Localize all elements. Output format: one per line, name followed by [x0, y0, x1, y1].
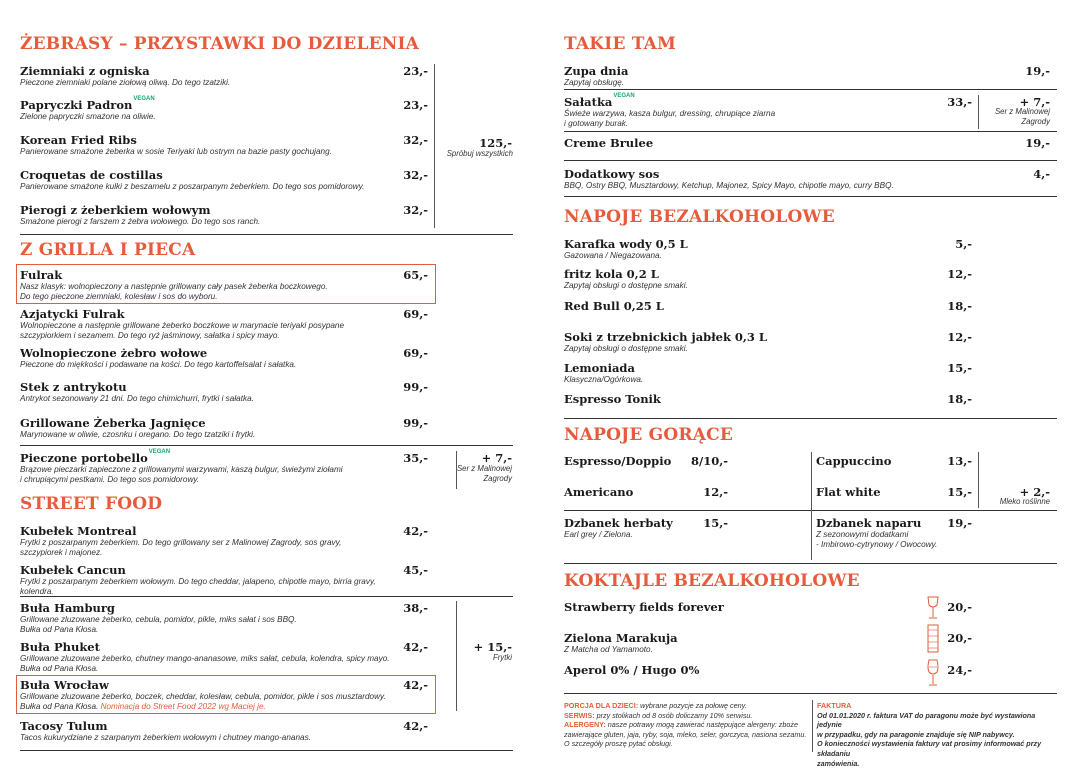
menu-item-red-bull: [564, 299, 664, 313]
item-price: 42,-: [403, 678, 428, 692]
item-desc: szczypiorkiem i sezamem. Do tego ryż jaśminowy, sałatka i spicy mayo.: [20, 331, 280, 340]
item-desc: Antrykot sezonowany 21 dni. Do tego chimichurri, frytki i sałatka.: [20, 394, 254, 403]
item-name: Fulrak: [20, 268, 63, 282]
menu-item-tacosy-tulum: [20, 719, 311, 743]
vegan-badge: VEGAN: [148, 449, 171, 455]
divider: [564, 160, 1057, 161]
divider: [978, 95, 979, 129]
item-price: 42,-: [403, 524, 428, 538]
mleko-price: + 2,-: [1019, 485, 1050, 499]
item-desc: Grillowane zluzowane żeberko, chutney mango-ananasowe, miks sałat, cebula, kolendra, spicy mayo.: [20, 654, 390, 663]
divider: [811, 452, 812, 560]
menu-item-portobello: [20, 451, 343, 485]
item-name: Zupa dnia: [564, 64, 629, 78]
menu-item-fulrak: [20, 268, 328, 302]
item-name: Pieczone portobello$^{VEGAN}$: [20, 449, 171, 465]
item-name: Grillowane Żeberka Jagnięce: [20, 416, 206, 430]
item-price: 32,-: [403, 203, 428, 217]
item-desc: BBQ, Ostry BBQ, Musztardowy, Ketchup, Majonez, Spicy Mayo, chipotle mayo, curry BBQ.: [564, 181, 894, 190]
item-name: Aperol 0% / Hugo 0%: [564, 663, 700, 677]
item-desc: Gazowana / Niegazowana.: [564, 251, 662, 260]
item-name: Americano: [564, 485, 634, 499]
menu-item-korean-ribs: [20, 133, 332, 157]
item-name: Creme Brulee: [564, 136, 654, 150]
footer-info: PORCJA DLA DZIECI: wybrane pozycje za połowę ceny. SERWIS: przy stolikach od 8 osób doliczamy 10% serwisu. ALERGENY: nasze potrawy mogą zawierać następujące alergeny: zboże zawierające gluten, jaja, ryby, soja, mleko, seler, gorczyca, nasiona sezamu. O szczegóły proszę pytać obsługi.: [564, 701, 807, 749]
item-name: Kubełek Montreal: [20, 524, 137, 538]
menu-item-salatka: [564, 95, 775, 129]
menu-item-fritz-kola: [564, 267, 688, 291]
item-price: 38,-: [403, 601, 428, 615]
item-name: Wolnopieczone żebro wołowe: [20, 346, 208, 360]
item-price: 19,-: [1025, 64, 1050, 78]
item-desc: Pieczone do miękkości i podawane na kości. Do tego kartoffelsalat i sałatka.: [20, 360, 297, 369]
item-desc: Bułka od Pana Kłosa.: [20, 664, 99, 673]
item-name: Pierogi z żeberkiem wołowym: [20, 203, 211, 217]
nomination-note: Nominacja do Street Food 2022 wg Maciej je.: [100, 702, 266, 711]
menu-item-bula-phuket: [20, 640, 390, 674]
item-desc: Nasz klasyk: wolnopieczony a następnie grillowany cały pasek żeberka boczkowego.: [20, 282, 328, 291]
item-desc: Smażone pierogi z farszem z żebra wołowego. Do tego sos ranch.: [20, 217, 261, 226]
item-desc: kolendra.: [20, 587, 54, 596]
item-desc: - Imbirowo-cytrynowy / Owocowy.: [816, 540, 938, 549]
item-name: Kubełek Cancun: [20, 563, 126, 577]
item-price: 45,-: [403, 563, 428, 577]
menu-item-espresso-tonik: [564, 392, 661, 406]
alergeny-label: ALERGENY:: [564, 720, 606, 730]
section-title-koktajle: KOKTAJLE BEZALKOHOLOWE: [564, 571, 860, 591]
item-price: 12,-: [703, 485, 728, 499]
item-price: 99,-: [403, 380, 428, 394]
item-price: 65,-: [403, 268, 428, 282]
item-name: Papryczki Padron$^{VEGAN}$: [20, 96, 155, 112]
menu-item-aperol: [564, 663, 699, 677]
item-price: 5,-: [955, 237, 972, 251]
divider: [434, 64, 435, 228]
divider: [812, 700, 813, 752]
item-desc: Bułka od Pana Kłosa.: [20, 625, 99, 634]
menu-item-creme-brulee: [564, 136, 653, 150]
divider: [564, 196, 1057, 197]
frytki-price: + 15,-: [473, 640, 512, 654]
section-title-zebrasy: ŻEBRASY – PRZYSTAWKI DO DZIELENIA: [20, 34, 420, 54]
item-price: 18,-: [947, 299, 972, 313]
item-name: fritz kola 0,2 L: [564, 267, 659, 281]
item-desc: Panierowane smażone żeberka w sosie Teriyaki lub ostrym na bazie pasty gochujang.: [20, 147, 332, 156]
menu-item-dzbanek-herbaty: [564, 516, 673, 540]
item-desc: Zapytaj obsługę.: [564, 78, 625, 87]
item-price: 69,-: [403, 346, 428, 360]
item-name: Flat white: [816, 485, 881, 499]
item-name: Korean Fried Ribs: [20, 133, 137, 147]
item-name: Dzbanek herbaty: [564, 516, 673, 530]
menu-item-soki: [564, 330, 767, 354]
item-price: 99,-: [403, 416, 428, 430]
item-desc: Z Matcha od Yamamoto.: [564, 645, 653, 654]
menu-item-ziemniaki: [20, 64, 230, 88]
item-name: Sałatka$^{VEGAN}$: [564, 93, 635, 109]
item-name: Espresso Tonik: [564, 392, 661, 406]
item-desc: Frytki z poszarpanym żeberkiem wołowym. Do tego cheddar, jalapeno, chipotle mayo, birria gravy,: [20, 577, 376, 586]
item-price: 42,-: [403, 640, 428, 654]
menu-item-dzbanek-naparu: [816, 516, 937, 550]
combo-price: 125,-: [479, 136, 512, 150]
menu-item-strawberry: [564, 600, 724, 614]
item-price: 20,-: [947, 631, 972, 645]
menu-item-dodatkowy-sos: [564, 167, 894, 191]
item-name: Karafka wody 0,5 L: [564, 237, 688, 251]
item-price: 35,-: [403, 451, 428, 465]
porcja-label: PORCJA DLA DZIECI:: [564, 701, 639, 710]
item-price: 15,-: [947, 485, 972, 499]
footer-faktura: FAKTURA Od 01.01.2020 r. faktura VAT do paragonu może być wystawiona jedynie w przypadku, gdy na paragonie znajduje się NIP nabywcy. O konieczności wystawienia faktury vat prosimy informować przy składaniu zamówienia.: [817, 701, 1042, 768]
divider: [564, 563, 1057, 564]
item-price: 13,-: [947, 454, 972, 468]
item-price: 42,-: [403, 719, 428, 733]
section-title-gorace: NAPOJE GORĄCE: [564, 425, 733, 445]
item-price: 23,-: [403, 98, 428, 112]
menu-item-lemoniada: [564, 361, 643, 385]
divider: [564, 89, 1057, 90]
item-name: Cappuccino: [816, 454, 892, 468]
serwis-label: SERWIS:: [564, 710, 595, 720]
item-desc: Zapytaj obsługi o dostępne smaki.: [564, 281, 688, 290]
menu-item-kubelek-cancun: [20, 563, 376, 597]
menu-item-croquetas: [20, 168, 364, 192]
item-desc: Klasyczna/Ogórkowa.: [564, 375, 644, 384]
item-desc: szczypiorek i majonez.: [20, 548, 103, 557]
item-price: 12,-: [947, 267, 972, 281]
item-name: Buła Phuket: [20, 640, 100, 654]
item-desc: Earl grey / Zielona.: [564, 530, 633, 539]
mleko-note: Mleko roślinne: [999, 497, 1050, 506]
item-desc: i gotowany burak.: [564, 119, 629, 128]
item-desc: Grillowane zluzowane żeberko, boczek, cheddar, kolesław, cebula, pomidor, pikle i sos musztardowy.: [20, 692, 386, 701]
menu-item-azjatycki-fulrak: [20, 307, 344, 341]
menu-item-zielona-marakuja: [564, 631, 678, 655]
menu-item-jagniece: [20, 416, 255, 440]
item-desc: Do tego pieczone ziemniaki, kolesław i sos do wyboru.: [20, 292, 218, 301]
extra-note: Ser z Malinowej Zagrody: [456, 464, 512, 483]
item-desc: Pieczone ziemniaki polane ziołową oliwą. Do tego tzatziki.: [20, 78, 231, 87]
item-name: Buła Wrocław: [20, 678, 109, 692]
item-price: 23,-: [403, 64, 428, 78]
menu-item-zebro-wolowe: [20, 346, 296, 370]
item-name: Lemoniada: [564, 361, 635, 375]
item-desc: Grillowane zluzowane żeberko, cebula, pomidor, pikle, miks sałat i sos BBQ.: [20, 615, 297, 624]
item-price: 12,-: [947, 330, 972, 344]
item-name: Dzbanek naparu: [816, 516, 922, 530]
divider: [20, 234, 513, 235]
divider: [564, 131, 1057, 132]
section-title-street-food: STREET FOOD: [20, 494, 163, 514]
menu-item-bula-wroclaw: [20, 678, 386, 712]
item-desc: Zielone papryczki smażone na oliwie.: [20, 112, 156, 121]
menu-item-karafka: [564, 237, 688, 261]
divider: [978, 452, 979, 508]
item-price: 19,-: [947, 516, 972, 530]
menu-item-zupa-dnia: [564, 64, 628, 88]
item-name: Ziemniaki z ogniska: [20, 64, 150, 78]
item-desc: Świeże warzywa, kasza bulgur, dressing, chrupiące ziarna: [564, 109, 776, 118]
item-price: 19,-: [1025, 136, 1050, 150]
wine-glass-icon: [926, 596, 940, 625]
item-desc: Zapytaj obsługi o dostępne smaki.: [564, 344, 688, 353]
item-name: Buła Hamburg: [20, 601, 115, 615]
vegan-badge: VEGAN: [133, 96, 155, 102]
faktura-label: FAKTURA: [817, 701, 852, 710]
item-price: 15,-: [703, 516, 728, 530]
divider: [20, 596, 513, 597]
item-desc: Z sezonowymi dodatkami: [816, 530, 909, 539]
menu-item-bula-hamburg: [20, 601, 297, 635]
highball-glass-icon: [926, 624, 940, 659]
item-desc: Marynowane w oliwie, czosnku i oregano. Do tego tzatziki i frytki.: [20, 430, 256, 439]
menu-item-americano: [564, 485, 633, 499]
wine-glass-icon: [926, 658, 940, 693]
item-name: Soki z trzebnickich jabłek 0,3 L: [564, 330, 768, 344]
item-desc: Panierowane smażone kulki z beszamelu z poszarpanym żeberkiem. Do tego sos pomidorowy.: [20, 182, 365, 191]
frytki-note: Frytki: [492, 653, 512, 662]
item-name: Strawberry fields forever: [564, 600, 724, 614]
item-name: Stek z antrykotu: [20, 380, 127, 394]
section-title-napoje: NAPOJE BEZALKOHOLOWE: [564, 207, 835, 227]
item-name: Dodatkowy sos: [564, 167, 660, 181]
item-desc: Wolnopieczone a następnie grillowane żeberko boczkowe w marynacie teriyaki posypane: [20, 321, 345, 330]
divider: [564, 693, 1057, 694]
extra-price: + 7,-: [1019, 95, 1050, 109]
item-price: 24,-: [947, 663, 972, 677]
divider: [20, 445, 513, 446]
combo-note: Spróbuj wszystkich: [446, 149, 513, 158]
item-name: Azjatycki Fulrak: [20, 307, 125, 321]
section-title-takie-tam: TAKIE TAM: [564, 34, 677, 54]
divider: [456, 601, 457, 711]
item-name: Zielona Marakuja: [564, 631, 678, 645]
item-price: 4,-: [1033, 167, 1050, 181]
item-price: 15,-: [947, 361, 972, 375]
item-name: Croquetas de costillas: [20, 168, 163, 182]
item-desc: Bułka od Pana Kłosa. Nominacja do Street Food 2022 wg Maciej je.: [20, 702, 266, 711]
item-price: 33,-: [947, 95, 972, 109]
extra-price: + 7,-: [481, 451, 512, 465]
menu-item-kubelek-montreal: [20, 524, 341, 558]
item-price: 69,-: [403, 307, 428, 321]
item-name: Tacosy Tulum: [20, 719, 108, 733]
menu-item-pierogi: [20, 203, 260, 227]
menu-item-espresso: [564, 454, 671, 468]
item-price: 32,-: [403, 168, 428, 182]
item-name: Red Bull 0,25 L: [564, 299, 664, 313]
section-title-grill: Z GRILLA I PIECA: [20, 240, 196, 260]
menu-item-cappuccino: [816, 454, 891, 468]
item-price: 18,-: [947, 392, 972, 406]
menu-item-stek: [20, 380, 254, 404]
vegan-badge: VEGAN: [613, 93, 635, 99]
item-name: Espresso/Doppio: [564, 454, 672, 468]
item-desc: i chrupiącymi pestkami. Do tego sos pomidorowy.: [20, 475, 200, 484]
divider: [20, 750, 513, 751]
item-desc: Brązowe pieczarki zapieczone z grillowanymi warzywami, kaszą bulgur, świeżymi ziołami: [20, 465, 343, 474]
item-desc: Tacos kukurydziane z szarpanym żeberkiem wołowym i chutney mango-ananas.: [20, 733, 311, 742]
menu-item-papryczki: [20, 98, 156, 122]
divider: [564, 418, 1057, 419]
menu-item-flat-white: [816, 485, 881, 499]
item-price: 32,-: [403, 133, 428, 147]
item-desc: Frytki z poszarpanym żeberkiem. Do tego grillowany ser z Malinowej Zagrody, sos gravy,: [20, 538, 342, 547]
item-price: 20,-: [947, 600, 972, 614]
extra-note: Ser z Malinowej Zagrody: [994, 107, 1050, 126]
item-price: 8/10,-: [691, 454, 728, 468]
